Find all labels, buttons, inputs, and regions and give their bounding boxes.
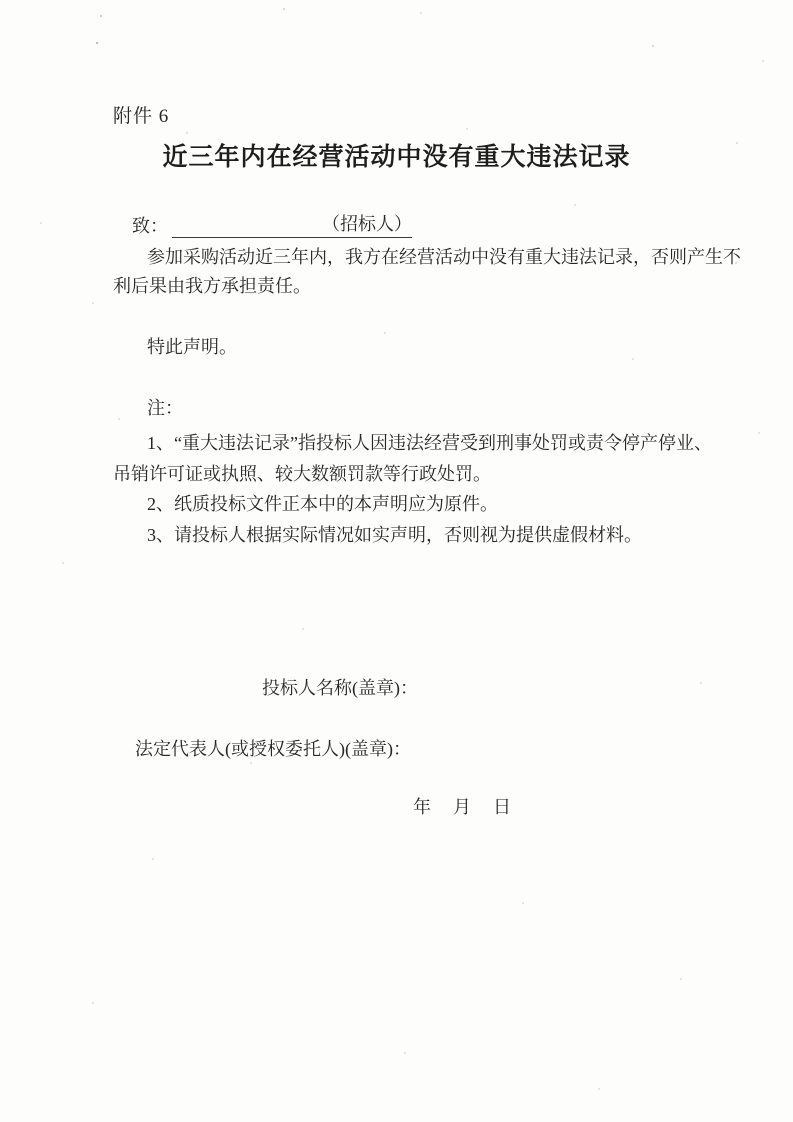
note-item-3: 3、请投标人根据实际情况如实声明，否则视为提供虚假材料。 — [147, 524, 642, 545]
document-title: 近三年内在经营活动中没有重大违法记录 — [162, 144, 631, 171]
notes-list — [113, 428, 713, 550]
attachment-number-label: 附件 6 — [113, 106, 170, 127]
legal-representative-seal-label: 法定代表人(或授权委托人)(盖章)： — [135, 739, 411, 759]
notes-label: 注： — [147, 398, 183, 418]
date-year-label: 年 — [413, 797, 431, 817]
salutation-prefix: 致： — [132, 216, 168, 236]
note-item-1-line-2: 吊销许可证或执照、较大数额罚款等行政处罚。 — [113, 463, 491, 484]
scan-noise-speckles — [0, 0, 2, 2]
declaration-paragraph — [113, 243, 741, 301]
bidder-name-seal-label: 投标人名称(盖章)： — [262, 678, 418, 698]
paragraph-line: 利后果由我方承担责任。 — [113, 276, 311, 296]
date-month-label: 月 — [453, 797, 471, 817]
salutation-line — [132, 210, 412, 238]
paragraph-line: 参加采购活动近三年内，我方在经营活动中没有重大违法记录，否则产生不 — [147, 247, 741, 267]
note-item-1-line-1: 1、“重大违法记录”指投标人因违法经营受到刑事处罚或责令停产停业、 — [147, 433, 712, 453]
note-item-2: 2、纸质投标文件正本中的本声明应为原件。 — [147, 494, 498, 514]
hereby-declare-line: 特此声明。 — [147, 337, 237, 357]
date-day-label: 日 — [493, 797, 511, 817]
date-line — [413, 793, 511, 819]
addressee-blank-field: （招标人） — [172, 210, 412, 238]
